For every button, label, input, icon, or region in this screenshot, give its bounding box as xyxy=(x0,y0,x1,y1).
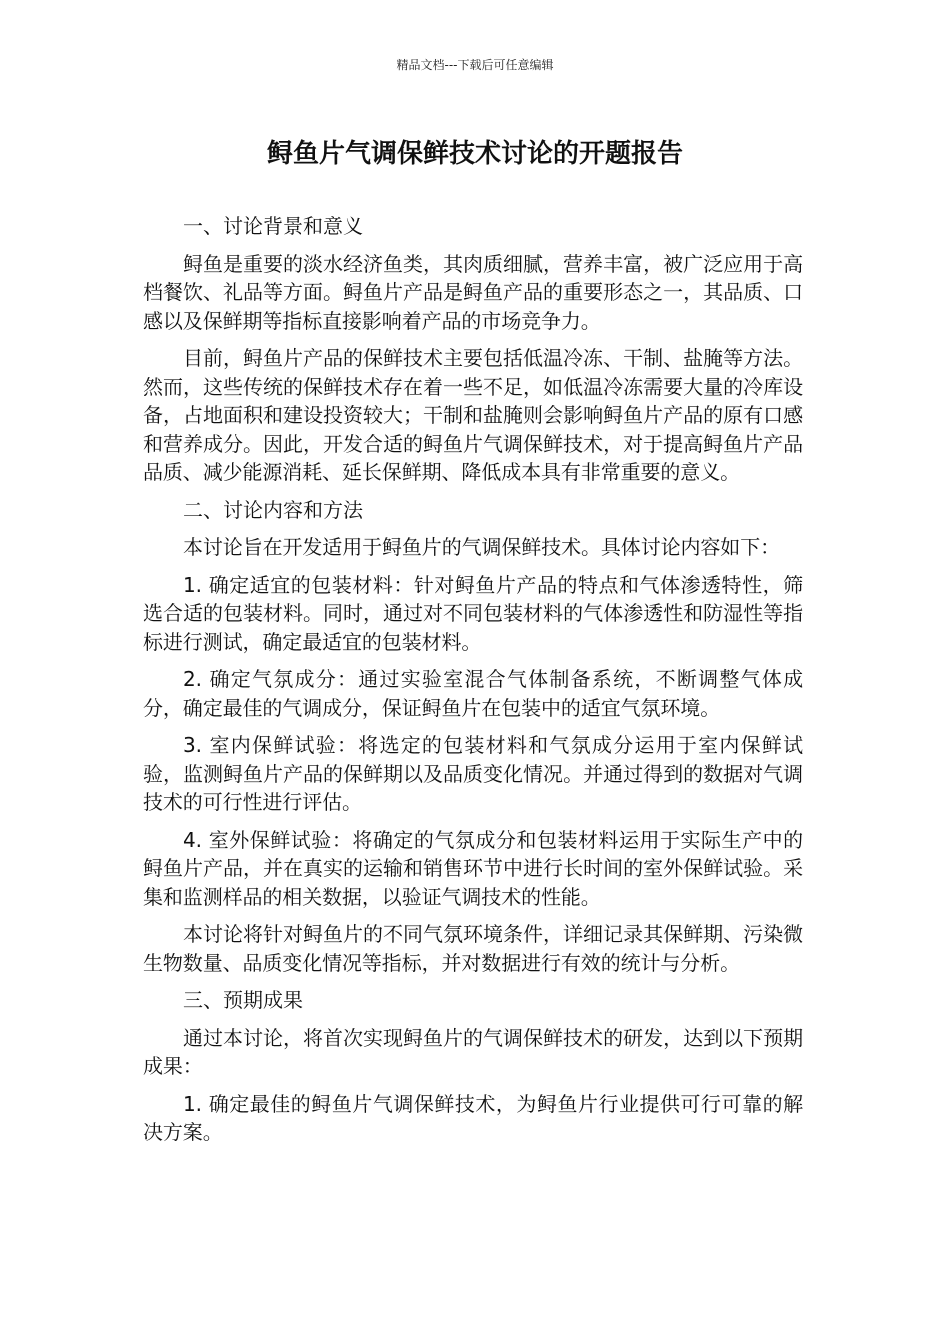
section-heading-expected-results: 三、预期成果 xyxy=(183,988,303,1012)
document-title: 鲟鱼片气调保鲜技术讨论的开题报告 xyxy=(266,139,683,169)
paragraph: 本讨论将针对鲟鱼片的不同气氛环境条件，详细记录其保鲜期、污染微生物数量、品质变化情况等指标，并对数据进行有效的统计与分析。 xyxy=(143,922,803,975)
paragraph: 目前，鲟鱼片产品的保鲜技术主要包括低温冷冻、干制、盐腌等方法。然而，这些传统的保鲜技术存在着一些不足，如低温冷冻需要大量的冷库设备，占地面积和建设投资较大；干制和盐腌则会影响鲟鱼片产品的原有口感和营养成分。因此，开发合适的鲟鱼片气调保鲜技术，对于提高鲟鱼片产品品质、减少能源消耗、延长保鲜期、降低成本具有非常重要的意义。 xyxy=(143,346,803,484)
section-heading-background: 一、讨论背景和意义 xyxy=(183,214,363,238)
list-item: 2. 确定气氛成分：通过实验室混合气体制备系统，不断调整气体成分，确定最佳的气调成分，保证鲟鱼片在包装中的适宜气氛环境。 xyxy=(143,667,803,720)
list-item: 4. 室外保鲜试验：将确定的气氛成分和包装材料运用于实际生产中的鲟鱼片产品，并在真实的运输和销售环节中进行长时间的室外保鲜试验。采集和监测样品的相关数据，以验证气调技术的性能。 xyxy=(143,827,803,909)
document-body xyxy=(143,212,803,1156)
paragraph: 通过本讨论，将首次实现鲟鱼片的气调保鲜技术的研发，达到以下预期成果： xyxy=(143,1025,803,1078)
paragraph: 鲟鱼是重要的淡水经济鱼类，其肉质细腻，营养丰富，被广泛应用于高档餐饮、礼品等方面。鲟鱼片产品是鲟鱼产品的重要形态之一，其品质、口感以及保鲜期等指标直接影响着产品的市场竞争力。 xyxy=(143,251,803,333)
paragraph: 本讨论旨在开发适用于鲟鱼片的气调保鲜技术。具体讨论内容如下： xyxy=(183,535,780,559)
list-item: 1. 确定最佳的鲟鱼片气调保鲜技术，为鲟鱼片行业提供可行可靠的解决方案。 xyxy=(143,1091,803,1144)
header-note: 精品文档---下载后可任意编辑 xyxy=(396,58,554,72)
section-heading-content-method: 二、讨论内容和方法 xyxy=(183,497,363,522)
list-item: 1. 确定适宜的包装材料：针对鲟鱼片产品的特点和气体渗透特性，筛选合适的包装材料。同时，通过对不同包装材料的气体渗透性和防湿性等指标进行测试，确定最适宜的包装材料。 xyxy=(143,572,803,654)
list-item: 3. 室内保鲜试验：将选定的包装材料和气氛成分运用于室内保鲜试验，监测鲟鱼片产品的保鲜期以及品质变化情况。并通过得到的数据对气调技术的可行性进行评估。 xyxy=(143,733,803,814)
